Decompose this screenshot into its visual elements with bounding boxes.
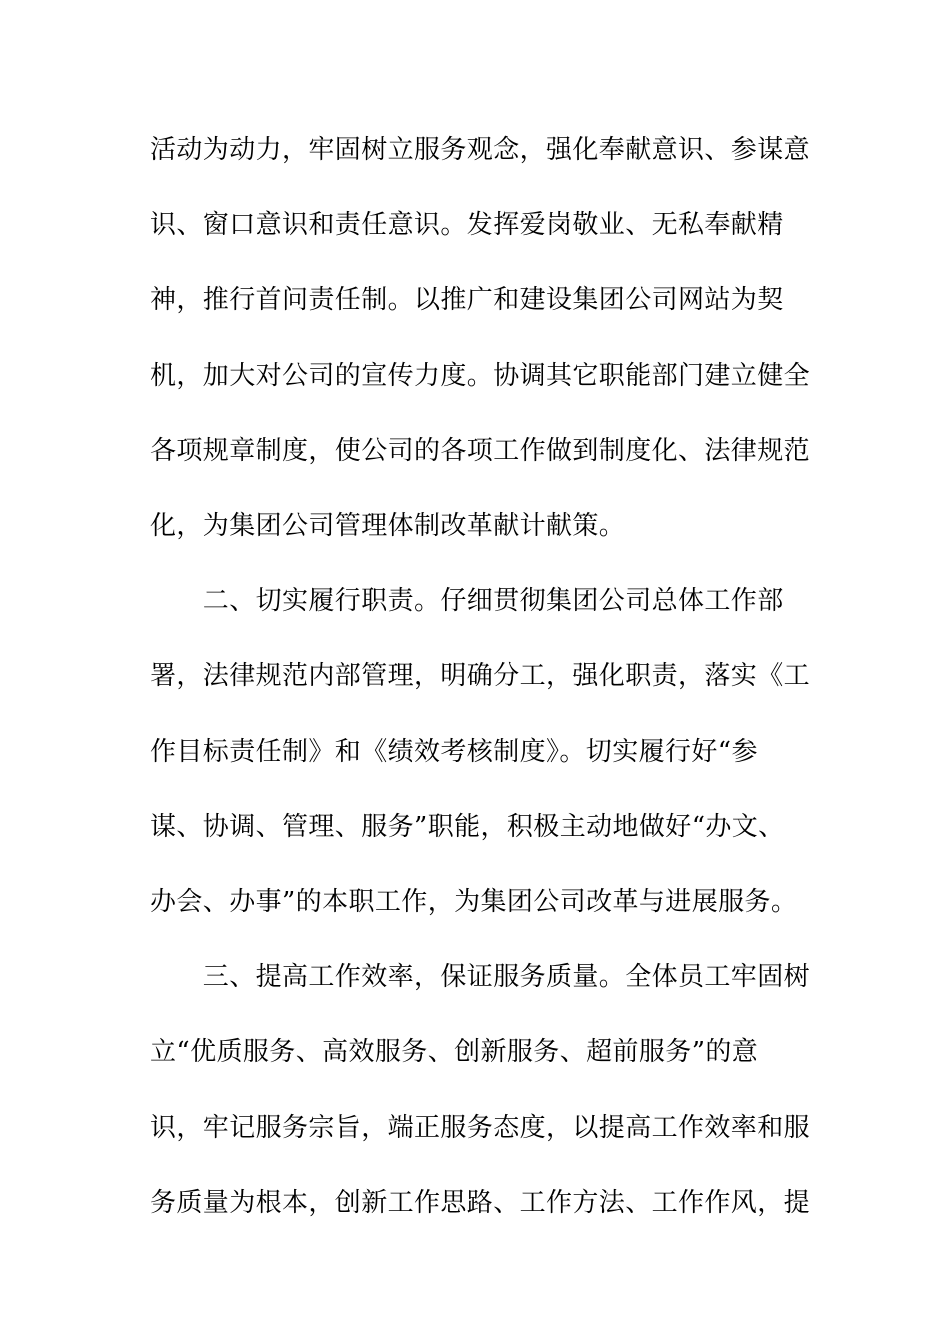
text-line-9: 作目标责任制》和《绩效考核制度》。切实履行好“参 xyxy=(150,737,758,767)
text-line-8: 署，法律规范内部管理，明确分工，强化职责，落实《工 xyxy=(150,661,811,691)
text-line-1: 活动为动力，牢固树立服务观念，强化奉献意识、参谋意 xyxy=(150,135,811,165)
text-line-12: 三、提高工作效率，保证服务质量。全体员工牢固树 xyxy=(150,962,811,992)
text-line-5: 各项规章制度，使公司的各项工作做到制度化、法律规范 xyxy=(150,436,811,466)
text-line-11: 办会、办事”的本职工作，为集团公司改革与进展服务。 xyxy=(150,887,798,917)
text-line-3: 神，推行首问责任制。以推广和建设集团公司网站为契 xyxy=(150,285,784,315)
text-line-10: 谋、协调、管理、服务”职能，积极主动地做好“办文、 xyxy=(150,812,785,842)
text-line-2: 识、窗口意识和责任意识。发挥爱岗敬业、无私奉献精 xyxy=(150,210,784,240)
text-line-15: 务质量为根本，创新工作思路、工作方法、工作作风，提 xyxy=(150,1188,811,1218)
text-line-13: 立“优质服务、高效服务、创新服务、超前服务”的意 xyxy=(150,1037,759,1067)
text-line-4: 机，加大对公司的宣传力度。协调其它职能部门建立健全 xyxy=(150,361,811,391)
text-line-14: 识，牢记服务宗旨，端正服务态度，以提高工作效率和服 xyxy=(150,1113,811,1143)
text-line-6: 化，为集团公司管理体制改革献计献策。 xyxy=(150,511,626,541)
text-line-7: 二、切实履行职责。仔细贯彻集团公司总体工作部 xyxy=(150,586,784,616)
